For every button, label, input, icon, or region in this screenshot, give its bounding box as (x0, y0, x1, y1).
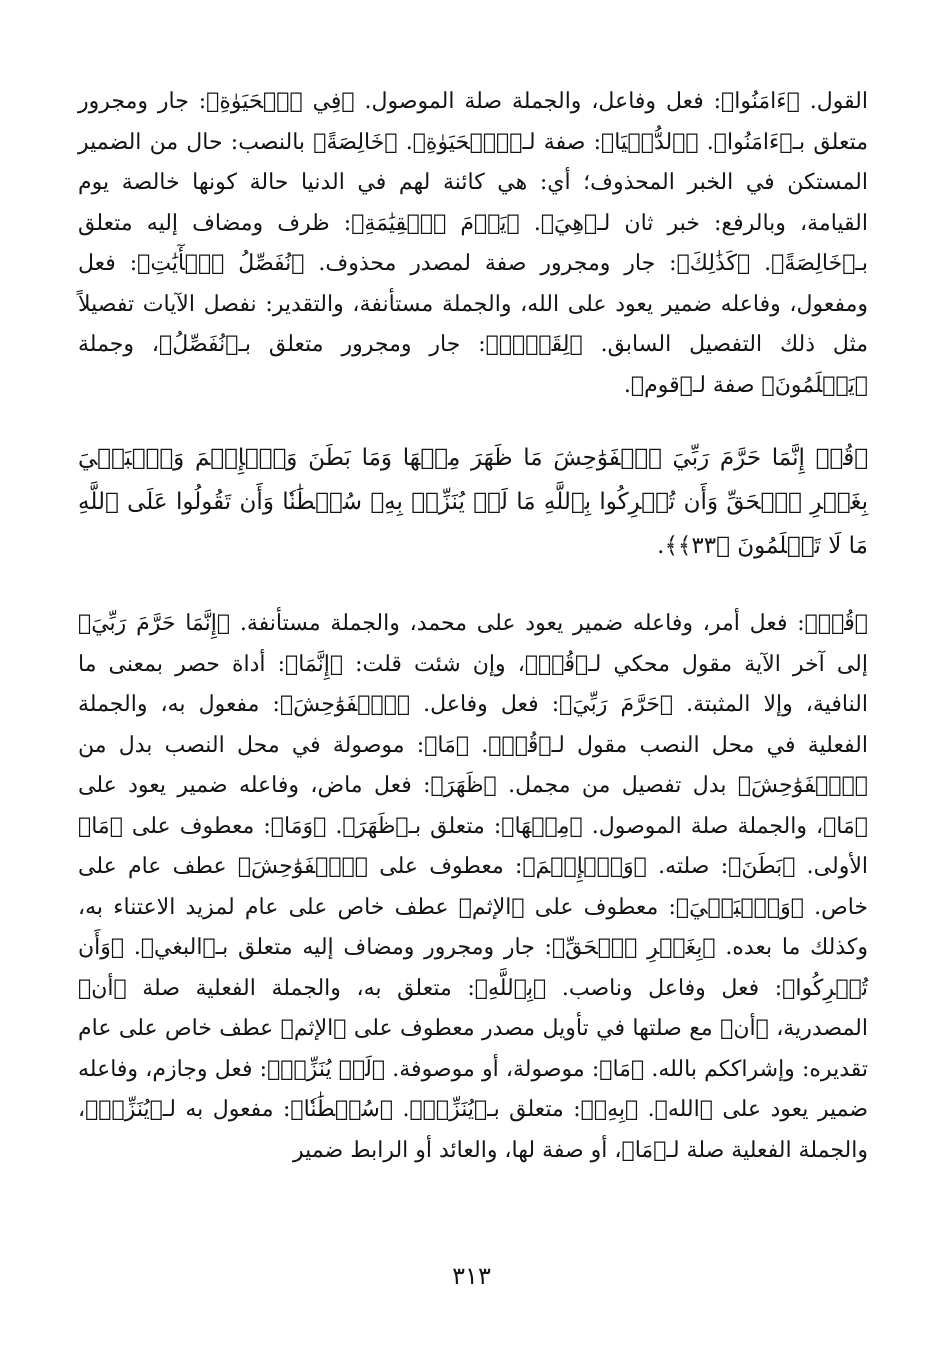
page-body (78, 82, 868, 1342)
commentary-paragraph: ﴿قُلۡ﴾: فعل أمر، وفاعله ضمير يعود على محمد، والجملة مستأنفة. ﴿إِنَّمَا حَرَّمَ رَبِّيَ﴾ إلى آخر الآية مقول محكي لـ﴿قُلۡ﴾، وإن شئت قلت: ﴿إِنَّمَا﴾: أداة حصر بمعنى ما النافية، وإلا المثبتة. ﴿حَرَّمَ رَبِّيَ﴾: فعل وفاعل. ﴿ٱلۡفَوَٰحِشَ﴾: مفعول به، والجملة الفعلية في محل النصب مقول لـ﴿قُلۡ﴾. ﴿مَا﴾: موصولة في محل النصب بدل من ﴿ٱلۡفَوَٰحِشَ﴾ بدل تفصيل من مجمل. ﴿ظَهَرَ﴾: فعل ماض، وفاعله ضمير يعود على ﴿مَا﴾، والجملة صلة الموصول. ﴿مِنۡهَا﴾: متعلق بـ﴿ظَهَرَ﴾. ﴿وَمَا﴾: معطوف على ﴿مَا﴾ الأولى. ﴿بَطَنَ﴾: صلته. ﴿وَٱلۡإِثۡمَ﴾: معطوف على ﴿ٱلۡفَوَٰحِشَ﴾ عطف عام على خاص. ﴿وَٱلۡبَغۡيَ﴾: معطوف على ﴿الإثم﴾ عطف خاص على عام لمزيد الاعتناء به، وكذلك ما بعده. ﴿بِغَيۡرِ ٱلۡحَقِّ﴾: جار ومجرور ومضاف إليه متعلق بـ﴿البغي﴾. ﴿وَأَن تُشۡرِكُوا﴾: فعل وفاعل وناصب. ﴿بِٱللَّهِ﴾: متعلق به، والجملة الفعلية صلة ﴿أن﴾ المصدرية، ﴿أن﴾ مع صلتها في تأويل مصدر معطوف على ﴿الإثم﴾ عطف خاص على عام تقديره: وإشراككم بالله. ﴿مَا﴾: موصولة، أو موصوفة. ﴿لَمۡ يُنَزِّلۡ﴾: فعل وجازم، وفاعله ضمير يعود على ﴿الله﴾. ﴿بِهِۦ﴾: متعلق بـ﴿يُنَزِّلۡ﴾. ﴿سُلۡطَٰنٗا﴾: مفعول به لـ﴿يُنَزِّلۡ﴾، والجملة الفعلية صلة لـ﴿مَا﴾، أو صفة لها، والعائد أو الرابط ضمير (78, 611, 868, 1163)
quran-verse: ﴿قُلۡ إِنَّمَا حَرَّمَ رَبِّيَ ٱلۡفَوَٰحِشَ مَا ظَهَرَ مِنۡهَا وَمَا بَطَنَ وَٱلۡإِثۡمَ وَٱلۡبَغۡيَ بِغَيۡرِ ٱلۡحَقِّ وَأَن تُشۡرِكُوا بِٱللَّهِ مَا لَمۡ يُنَزِّلۡ بِهِۦ سُلۡطَٰنٗا وَأَن تَقُولُوا عَلَى ٱللَّهِ مَا لَا تَعۡلَمُونَ ﴿٣٣﴾﴾. (78, 445, 868, 559)
commentary-paragraph: القول. ﴿ءَامَنُوا﴾: فعل وفاعل، والجملة صلة الموصول. ﴿فِي ٱلۡحَيَوٰةِ﴾: جار ومجرور متعلق بـ﴿ءَامَنُوا﴾. ﴿ٱلدُّنۡيَا﴾: صفة لـ﴿ٱلۡحَيَوٰةِ﴾. ﴿خَالِصَةً﴾ بالنصب: حال من الضمير المستكن في الخبر المحذوف؛ أي: هي كائنة لهم في الدنيا حالة كونها خالصة يوم القيامة، وبالرفع: خبر ثان لـ﴿هِيَ﴾. ﴿يَوۡمَ ٱلۡقِيَٰمَةِ﴾: ظرف ومضاف إليه متعلق بـ﴿خَالِصَةً﴾. ﴿كَذَٰلِكَ﴾: جار ومجرور صفة لمصدر محذوف. ﴿نُفَصِّلُ ٱلۡأٓيَٰتِ﴾: فعل ومفعول، وفاعله ضمير يعود على الله، والجملة مستأنفة، والتقدير: نفصل الآيات تفصيلاً مثل ذلك التفصيل السابق. ﴿لِقَوۡمٖ﴾: جار ومجرور متعلق بـ﴿نُفَصِّلُ﴾، وجملة ﴿يَعۡلَمُونَ﴾ صفة لـ﴿قوم﴾. (78, 89, 868, 398)
page-number: ٣١٣ (452, 1262, 491, 1290)
